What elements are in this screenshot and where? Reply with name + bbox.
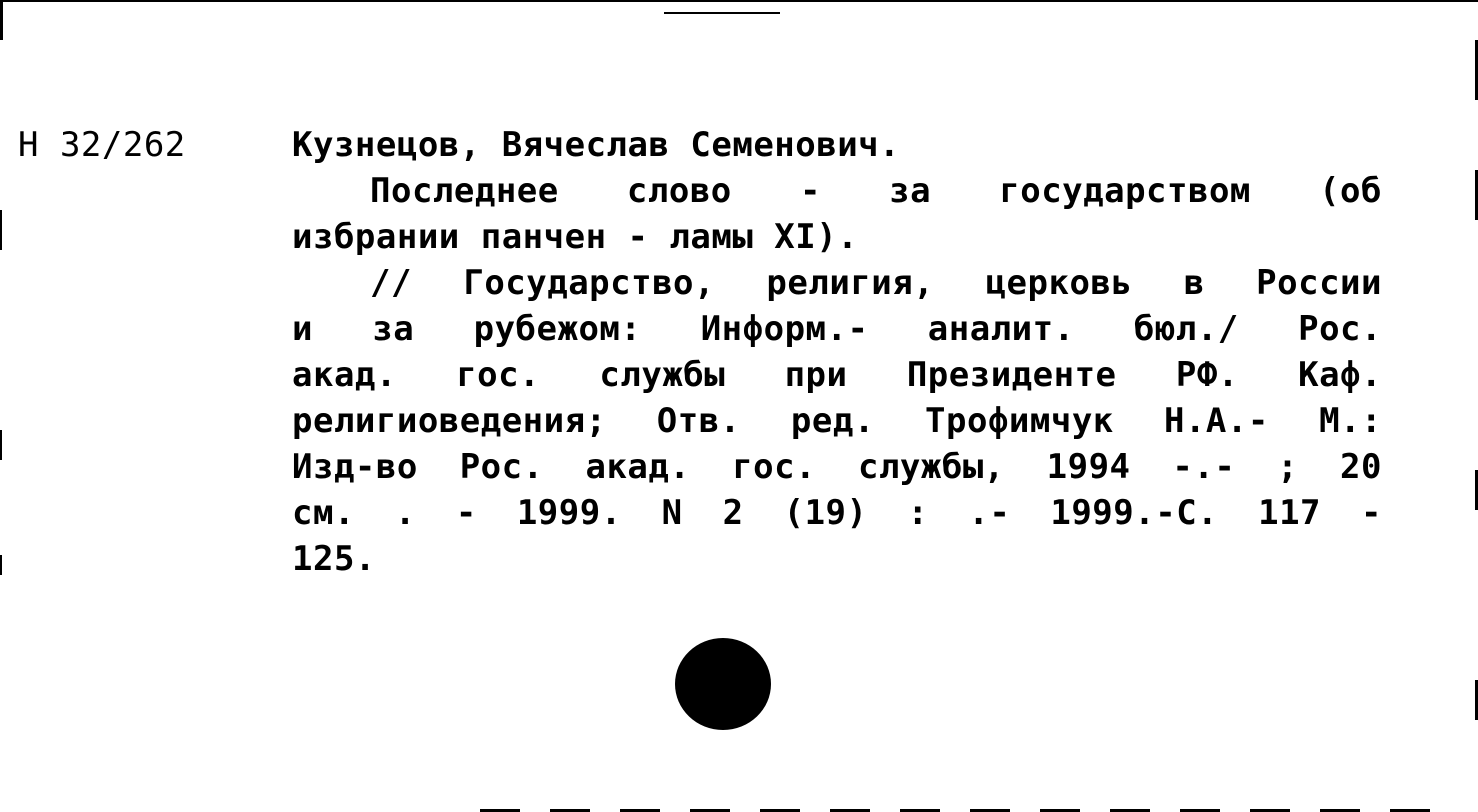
title-line: Последнее слово - за государством (об [370, 171, 1382, 211]
card-left-edge-mark [0, 210, 2, 250]
source-line: 125. [292, 539, 376, 579]
card-left-edge-mark [0, 555, 2, 575]
scan-artifact [664, 12, 780, 14]
title-line: избрании панчен - ламы XI). [292, 217, 859, 257]
call-number: Н 32/262 [18, 125, 186, 165]
author-line: Кузнецов, Вячеслав Семенович. [292, 125, 901, 165]
source-line: религиоведения; Отв. ред. Трофимчук Н.А.- М.: [292, 401, 1382, 441]
source-line: акад. гос. службы при Президенте РФ. Каф. [292, 355, 1382, 395]
source-line: // Государство, религия, церковь в России [370, 263, 1382, 303]
card-left-edge-mark [0, 430, 2, 460]
source-line: Изд-во Рос. акад. гос. службы, 1994 -.- ; 20 [292, 447, 1382, 487]
source-line: и за рубежом: Информ.- аналит. бюл./ Рос. [292, 309, 1382, 349]
card-top-edge [0, 0, 1478, 2]
bibliographic-entry [292, 122, 1382, 582]
card-left-edge [0, 0, 3, 40]
punch-hole [675, 638, 771, 730]
source-line: см. . - 1999. N 2 (19) : .- 1999.-С. 117 - [292, 493, 1382, 533]
